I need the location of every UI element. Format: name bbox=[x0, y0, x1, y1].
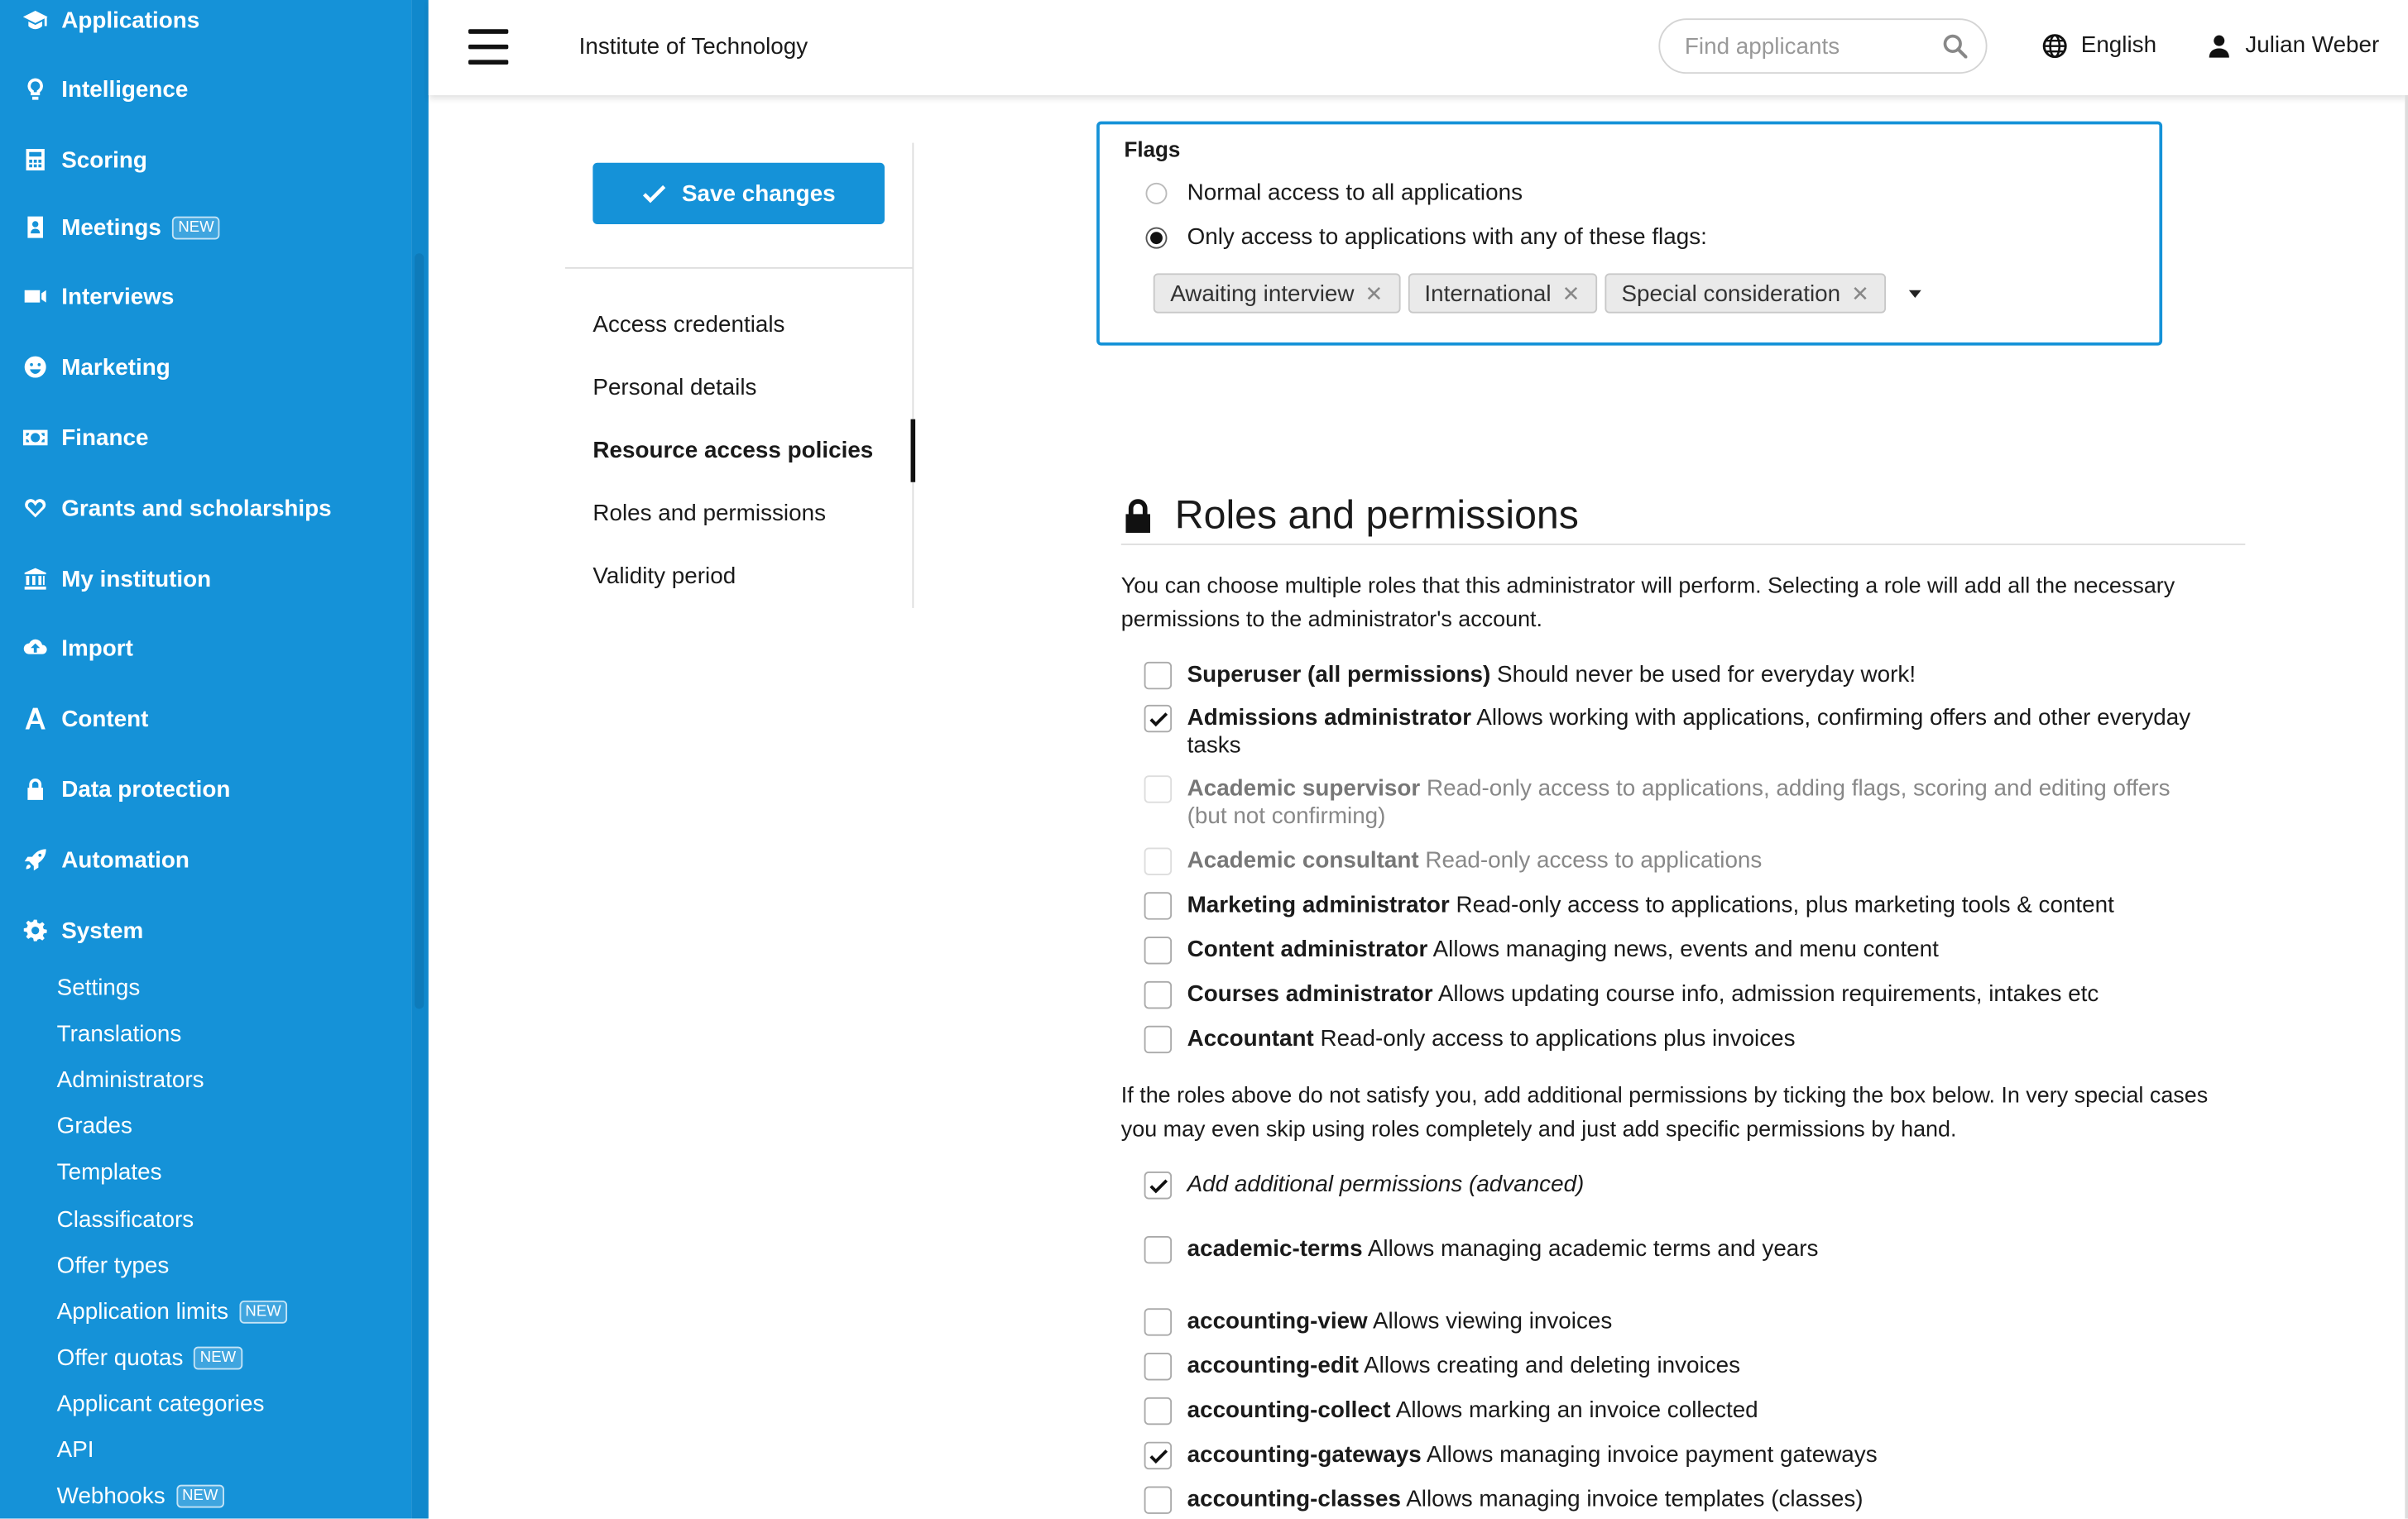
sidebar-subitem-label: Settings bbox=[56, 974, 141, 1001]
flags-panel bbox=[1096, 122, 2162, 346]
checkbox[interactable] bbox=[1144, 1236, 1172, 1263]
user-icon bbox=[2207, 33, 2232, 58]
sidebar-subitem-applicant-categories[interactable] bbox=[57, 1385, 265, 1422]
search-box[interactable] bbox=[1658, 18, 1987, 74]
perm-desc: Allows managing academic terms and years bbox=[1367, 1235, 1819, 1263]
subnav-validity-period[interactable]: Validity period bbox=[592, 563, 736, 590]
role-content-administrator[interactable] bbox=[1144, 937, 2204, 964]
institution-name: Institute of Technology bbox=[578, 33, 808, 60]
sidebar-item-system[interactable] bbox=[22, 911, 143, 951]
gear-icon bbox=[22, 917, 49, 944]
checkbox[interactable] bbox=[1144, 981, 1172, 1009]
perm-name: accounting-classes bbox=[1187, 1486, 1401, 1513]
tag-label: International bbox=[1424, 280, 1552, 307]
sidebar-item-label: Content bbox=[61, 705, 149, 732]
remove-tag-icon[interactable]: ✕ bbox=[1561, 280, 1581, 305]
sidebar-subitem-label: Classificators bbox=[56, 1205, 194, 1233]
check-icon bbox=[1148, 1176, 1168, 1196]
perm-desc: Allows creating and deleting invoices bbox=[1364, 1353, 1741, 1379]
sidebar-item-label: Automation bbox=[61, 846, 189, 874]
subnav-personal-details[interactable]: Personal details bbox=[592, 374, 757, 401]
sidebar-subitem-offer-types[interactable] bbox=[57, 1247, 170, 1284]
role-desc: Read-only access to applications, adding flags, scoring and editing offers (but not confirming) bbox=[1187, 775, 2171, 830]
sidebar-item-grants[interactable] bbox=[22, 488, 332, 528]
tag-label: Awaiting interview bbox=[1170, 280, 1355, 307]
sidebar-subitem-label: Translations bbox=[56, 1020, 182, 1047]
sidebar-subitem-label: Applicant categories bbox=[56, 1390, 265, 1417]
lightbulb-icon bbox=[22, 75, 49, 103]
sidebar-subitem-label: Webhooks bbox=[56, 1482, 165, 1509]
dropdown-caret-icon[interactable] bbox=[1909, 290, 1921, 297]
role-name: Content administrator bbox=[1187, 937, 1428, 963]
save-changes-button[interactable] bbox=[592, 163, 885, 224]
rocket-icon bbox=[22, 846, 49, 874]
sidebar-item-label: Grants and scholarships bbox=[61, 495, 332, 522]
perm-desc: Allows viewing invoices bbox=[1372, 1308, 1613, 1335]
role-name: Admissions administrator bbox=[1187, 704, 1472, 731]
search-icon[interactable] bbox=[1943, 34, 1968, 59]
divider bbox=[565, 267, 912, 269]
role-name: Marketing administrator bbox=[1187, 892, 1450, 918]
cloud-upload-icon bbox=[22, 634, 49, 661]
sidebar-scrollbar-thumb[interactable] bbox=[415, 253, 424, 1009]
new-badge: NEW bbox=[239, 1300, 287, 1323]
perm-desc: Allows managing invoice templates (classes) bbox=[1406, 1486, 1864, 1513]
search-input[interactable] bbox=[1681, 32, 1933, 61]
radio-button-selected[interactable] bbox=[1146, 227, 1168, 248]
sidebar-item-interviews[interactable] bbox=[22, 276, 174, 316]
lock-icon bbox=[22, 775, 49, 803]
sidebar-subitem-label: Administrators bbox=[56, 1066, 204, 1093]
sidebar-subitem-application-limits[interactable] bbox=[57, 1293, 288, 1330]
roles-intro: You can choose multiple roles that this administrator will perform. Selecting a role will add all the necessary permissions to the administrator's account. bbox=[1120, 574, 2175, 633]
sidebar-item-meetings[interactable] bbox=[22, 208, 220, 247]
sidebar-subitem-label: Templates bbox=[56, 1158, 162, 1185]
role-admissions-administrator[interactable] bbox=[1144, 705, 2204, 760]
checkbox-checked[interactable] bbox=[1144, 1442, 1172, 1469]
perm-academic-terms[interactable] bbox=[1144, 1236, 2204, 1263]
sidebar-item-label: My institution bbox=[61, 565, 212, 592]
perm-name: accounting-collect bbox=[1187, 1397, 1391, 1424]
radio-flag-access[interactable] bbox=[1146, 224, 1707, 251]
sidebar-item-marketing[interactable] bbox=[22, 347, 170, 386]
hamburger-menu-icon[interactable] bbox=[468, 29, 508, 66]
sidebar-item-label: Interviews bbox=[61, 283, 175, 309]
sidebar-subitem-translations[interactable] bbox=[57, 1015, 182, 1052]
check-icon bbox=[642, 181, 667, 206]
tag-special-consideration[interactable] bbox=[1605, 273, 1886, 313]
role-name: Academic supervisor bbox=[1187, 775, 1421, 802]
sidebar-subitem-offer-quotas[interactable] bbox=[57, 1339, 242, 1376]
radio-button[interactable] bbox=[1146, 182, 1168, 204]
roles-heading bbox=[1123, 491, 1579, 539]
sidebar-item-my-institution[interactable] bbox=[22, 559, 211, 599]
perm-accounting-collect[interactable] bbox=[1144, 1397, 2204, 1425]
perm-desc: Allows managing invoice payment gateways bbox=[1426, 1441, 1878, 1469]
contact-book-icon bbox=[22, 213, 49, 241]
perm-accounting-edit[interactable] bbox=[1144, 1353, 2204, 1380]
sidebar-subitem-administrators[interactable] bbox=[57, 1061, 204, 1098]
perm-name: accounting-view bbox=[1187, 1308, 1368, 1335]
video-camera-icon bbox=[22, 282, 49, 309]
institution-icon bbox=[22, 565, 49, 592]
heart-icon bbox=[22, 495, 49, 522]
sidebar-item-import[interactable] bbox=[22, 628, 133, 668]
sidebar-subitem-label: Grades bbox=[56, 1112, 132, 1139]
new-badge: NEW bbox=[176, 1484, 224, 1507]
page-scrollbar[interactable] bbox=[2405, 95, 2408, 1518]
active-indicator bbox=[911, 419, 916, 482]
language-label: English bbox=[2080, 31, 2157, 59]
role-desc: Read-only access to applications plus invoices bbox=[1320, 1025, 1796, 1052]
sidebar-subitem-label: Offer types bbox=[56, 1252, 170, 1279]
advanced-label: Add additional permissions (advanced) bbox=[1187, 1172, 1585, 1198]
flag-tags[interactable] bbox=[1154, 273, 1921, 313]
tag-international[interactable] bbox=[1408, 273, 1597, 313]
calculator-icon bbox=[22, 146, 49, 173]
role-desc: Read-only access to applications bbox=[1425, 847, 1763, 875]
perm-accounting-gateways[interactable] bbox=[1144, 1442, 2204, 1469]
perm-accounting-view[interactable] bbox=[1144, 1308, 2204, 1335]
sidebar-item-label: Finance bbox=[61, 424, 149, 451]
perm-name: academic-terms bbox=[1187, 1235, 1363, 1263]
checkbox-checked[interactable] bbox=[1144, 1172, 1172, 1199]
sidebar-item-data-protection[interactable] bbox=[22, 769, 230, 809]
sidebar-subitem-label: Offer quotas bbox=[56, 1344, 184, 1371]
sidebar-item-label: Data protection bbox=[61, 776, 231, 803]
sidebar-subitem-templates[interactable] bbox=[57, 1153, 162, 1191]
lock-icon bbox=[1123, 498, 1154, 532]
radio-label: Only access to applications with any of these flags: bbox=[1187, 223, 1707, 251]
remove-tag-icon[interactable]: ✕ bbox=[1365, 280, 1384, 305]
checkbox-disabled bbox=[1144, 775, 1172, 803]
checkbox[interactable] bbox=[1144, 1397, 1172, 1425]
checkbox[interactable] bbox=[1144, 1308, 1172, 1335]
checkbox[interactable] bbox=[1144, 937, 1172, 964]
flags-title: Flags bbox=[1124, 137, 1181, 161]
subnav-roles-and-permissions[interactable]: Roles and permissions bbox=[592, 501, 827, 527]
sidebar-subitem-classificators[interactable] bbox=[57, 1200, 194, 1238]
check-icon bbox=[1148, 708, 1168, 728]
sidebar-item-finance[interactable] bbox=[22, 418, 148, 458]
subnav-resource-access-policies[interactable]: Resource access policies bbox=[592, 437, 874, 464]
role-superuser[interactable] bbox=[1144, 662, 2204, 689]
sidebar-item-label: Marketing bbox=[61, 353, 170, 381]
checkbox[interactable] bbox=[1144, 1487, 1172, 1514]
sidebar-item-label: Meetings bbox=[61, 213, 161, 241]
tag-label: Special consideration bbox=[1621, 280, 1841, 307]
role-desc: Should never be used for everyday work! bbox=[1497, 661, 1916, 688]
perm-desc: Allows marking an invoice collected bbox=[1395, 1397, 1758, 1424]
sidebar-item-applications[interactable] bbox=[22, 0, 199, 40]
sidebar-item-label: System bbox=[61, 917, 144, 944]
sidebar-subitem-label: Application limits bbox=[56, 1298, 229, 1325]
new-badge: NEW bbox=[194, 1346, 242, 1369]
sidebar bbox=[0, 0, 411, 1518]
role-desc: Allows working with applications, confirming offers and other everyday tasks bbox=[1187, 704, 2191, 759]
new-badge: NEW bbox=[172, 216, 220, 239]
role-accountant[interactable] bbox=[1144, 1026, 2204, 1053]
radio-normal-access[interactable] bbox=[1146, 180, 1523, 206]
sidebar-item-label: Intelligence bbox=[61, 75, 189, 103]
checkbox[interactable] bbox=[1144, 892, 1172, 919]
topbar bbox=[429, 0, 2408, 95]
role-academic-supervisor bbox=[1144, 775, 2204, 831]
perm-name: accounting-edit bbox=[1187, 1353, 1359, 1379]
remove-tag-icon[interactable]: ✕ bbox=[1851, 280, 1869, 305]
role-desc: Read-only access to applications, plus marketing tools & content bbox=[1456, 892, 2114, 918]
checkbox-disabled bbox=[1144, 847, 1172, 875]
graduation-cap-icon bbox=[22, 6, 49, 33]
sidebar-item-automation[interactable] bbox=[22, 840, 189, 879]
role-desc: Allows managing news, events and menu content bbox=[1432, 937, 1939, 963]
roles-heading-text: Roles and permissions bbox=[1174, 491, 1579, 538]
role-name: Courses administrator bbox=[1187, 980, 1433, 1008]
sidebar-item-intelligence[interactable] bbox=[22, 69, 188, 109]
check-icon bbox=[1148, 1445, 1168, 1465]
sidebar-subitem-label: API bbox=[56, 1436, 94, 1463]
checkbox[interactable] bbox=[1144, 1026, 1172, 1053]
radio-label: Normal access to all applications bbox=[1187, 180, 1523, 206]
divider bbox=[1121, 544, 2246, 545]
checkbox-checked[interactable] bbox=[1144, 705, 1172, 732]
sidebar-item-scoring[interactable] bbox=[22, 140, 147, 180]
divider bbox=[912, 143, 914, 608]
subnav-access-credentials[interactable]: Access credentials bbox=[592, 311, 785, 338]
globe-icon bbox=[2042, 33, 2067, 58]
role-marketing-administrator[interactable] bbox=[1144, 892, 2204, 919]
sidebar-subitem-api[interactable] bbox=[57, 1431, 94, 1469]
sidebar-item-label: Scoring bbox=[61, 146, 147, 173]
extra-permissions-intro: If the roles above do not satisfy you, add additional permissions by ticking the box below. In very special cases you may even skip using roles completely and just add specific permissions by hand. bbox=[1120, 1084, 2209, 1143]
smile-icon bbox=[22, 353, 49, 381]
user-name: Julian Weber bbox=[2245, 31, 2380, 59]
sidebar-item-label: Applications bbox=[61, 7, 200, 33]
perm-name: accounting-gateways bbox=[1187, 1441, 1422, 1469]
tag-awaiting-interview[interactable] bbox=[1154, 273, 1400, 313]
user-menu[interactable] bbox=[2207, 32, 2379, 59]
language-selector[interactable] bbox=[2042, 32, 2156, 59]
advanced-permissions-toggle[interactable] bbox=[1144, 1172, 2204, 1199]
role-academic-consultant bbox=[1144, 847, 2204, 875]
font-a-icon bbox=[22, 705, 49, 732]
role-name: Academic consultant bbox=[1187, 847, 1419, 875]
sidebar-item-label: Import bbox=[61, 635, 133, 661]
sidebar-subitem-settings[interactable] bbox=[57, 969, 141, 1006]
sidebar-subitem-webhooks[interactable] bbox=[57, 1477, 224, 1514]
money-bill-icon bbox=[22, 424, 49, 451]
checkbox[interactable] bbox=[1144, 1353, 1172, 1380]
perm-accounting-classes[interactable] bbox=[1144, 1487, 2204, 1514]
role-desc: Allows updating course info, admission requirements, intakes etc bbox=[1437, 980, 2099, 1008]
role-name: Superuser (all permissions) bbox=[1187, 661, 1491, 688]
role-name: Accountant bbox=[1187, 1025, 1314, 1052]
checkbox[interactable] bbox=[1144, 662, 1172, 689]
sidebar-item-content[interactable] bbox=[22, 698, 148, 738]
sidebar-subitem-grades[interactable] bbox=[57, 1107, 132, 1144]
save-changes-label: Save changes bbox=[681, 180, 836, 207]
role-courses-administrator[interactable] bbox=[1144, 981, 2204, 1009]
